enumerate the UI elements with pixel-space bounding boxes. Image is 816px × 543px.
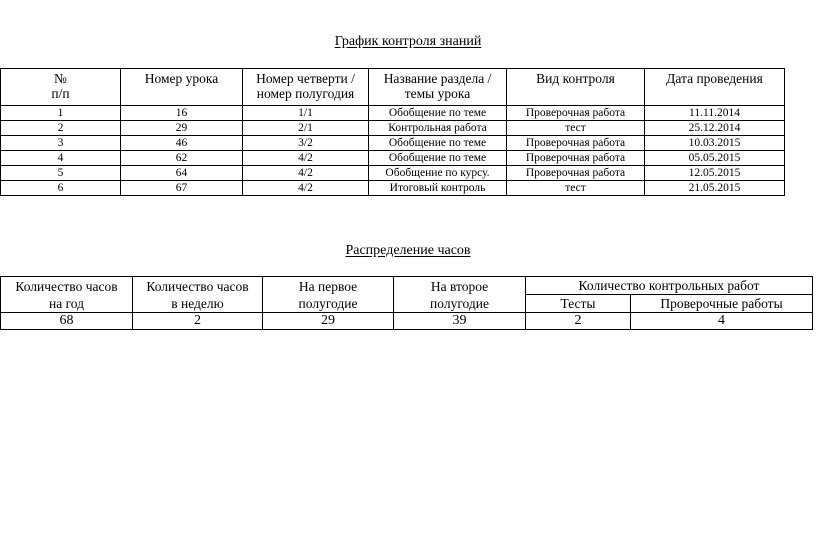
header-first-half: На первое полугодие xyxy=(263,277,394,313)
cell-quarter: 4/2 xyxy=(243,181,369,196)
header-lesson: Номер урока xyxy=(121,69,243,106)
cell-second-half: 39 xyxy=(394,313,526,330)
header-check-works: Проверочные работы xyxy=(631,295,813,313)
cell-first-half: 29 xyxy=(263,313,394,330)
cell-hours-per-week: 2 xyxy=(133,313,263,330)
cell-lesson: 29 xyxy=(121,121,243,136)
cell-num: 5 xyxy=(1,166,121,181)
table-row xyxy=(1,166,785,181)
cell-lesson: 62 xyxy=(121,151,243,166)
cell-hours-per-year: 68 xyxy=(1,313,133,330)
cell-date: 10.03.2015 xyxy=(645,136,785,151)
cell-lesson: 67 xyxy=(121,181,243,196)
control-schedule-table xyxy=(0,68,785,196)
cell-lesson: 64 xyxy=(121,166,243,181)
header-hours-per-year: Количество часов на год xyxy=(1,277,133,313)
cell-num: 1 xyxy=(1,106,121,121)
header-control-type: Вид контроля xyxy=(507,69,645,106)
cell-quarter: 1/1 xyxy=(243,106,369,121)
header-hours-per-week: Количество часов в неделю xyxy=(133,277,263,313)
cell-control-type: тест xyxy=(507,181,645,196)
cell-section: Обобщение по теме xyxy=(369,151,507,166)
hours-distribution-table xyxy=(0,276,813,330)
header-control-works: Количество контрольных работ xyxy=(526,277,813,295)
cell-date: 25.12.2014 xyxy=(645,121,785,136)
cell-control-type: Проверочная работа xyxy=(507,166,645,181)
table-row xyxy=(1,181,785,196)
schedule-title: График контроля знаний xyxy=(334,34,482,49)
cell-section: Итоговый контроль xyxy=(369,181,507,196)
header-num: № п/п xyxy=(1,69,121,106)
cell-control-type: Проверочная работа xyxy=(507,151,645,166)
cell-control-type: тест xyxy=(507,121,645,136)
cell-lesson: 16 xyxy=(121,106,243,121)
cell-control-type: Проверочная работа xyxy=(507,106,645,121)
header-quarter: Номер четверти / номер полугодия xyxy=(243,69,369,106)
cell-num: 4 xyxy=(1,151,121,166)
cell-lesson: 46 xyxy=(121,136,243,151)
cell-quarter: 3/2 xyxy=(243,136,369,151)
header-date: Дата проведения xyxy=(645,69,785,106)
schedule-header-row xyxy=(1,69,785,106)
hours-title: Распределение часов xyxy=(345,243,471,258)
cell-num: 3 xyxy=(1,136,121,151)
table-row xyxy=(1,136,785,151)
cell-quarter: 4/2 xyxy=(243,151,369,166)
cell-section: Обобщение по курсу. xyxy=(369,166,507,181)
table-row xyxy=(1,121,785,136)
cell-date: 12.05.2015 xyxy=(645,166,785,181)
cell-section: Обобщение по теме xyxy=(369,136,507,151)
hours-header-row xyxy=(1,277,813,295)
cell-quarter: 4/2 xyxy=(243,166,369,181)
cell-date: 21.05.2015 xyxy=(645,181,785,196)
cell-date: 05.05.2015 xyxy=(645,151,785,166)
header-section: Название раздела / темы урока xyxy=(369,69,507,106)
cell-control-type: Проверочная работа xyxy=(507,136,645,151)
table-row xyxy=(1,106,785,121)
cell-quarter: 2/1 xyxy=(243,121,369,136)
table-row xyxy=(1,151,785,166)
cell-tests: 2 xyxy=(526,313,631,330)
cell-section: Обобщение по теме xyxy=(369,106,507,121)
cell-date: 11.11.2014 xyxy=(645,106,785,121)
header-second-half: На второе полугодие xyxy=(394,277,526,313)
cell-num: 6 xyxy=(1,181,121,196)
cell-num: 2 xyxy=(1,121,121,136)
table-row xyxy=(1,313,813,330)
cell-section: Контрольная работа xyxy=(369,121,507,136)
header-tests: Тесты xyxy=(526,295,631,313)
cell-check-works: 4 xyxy=(631,313,813,330)
